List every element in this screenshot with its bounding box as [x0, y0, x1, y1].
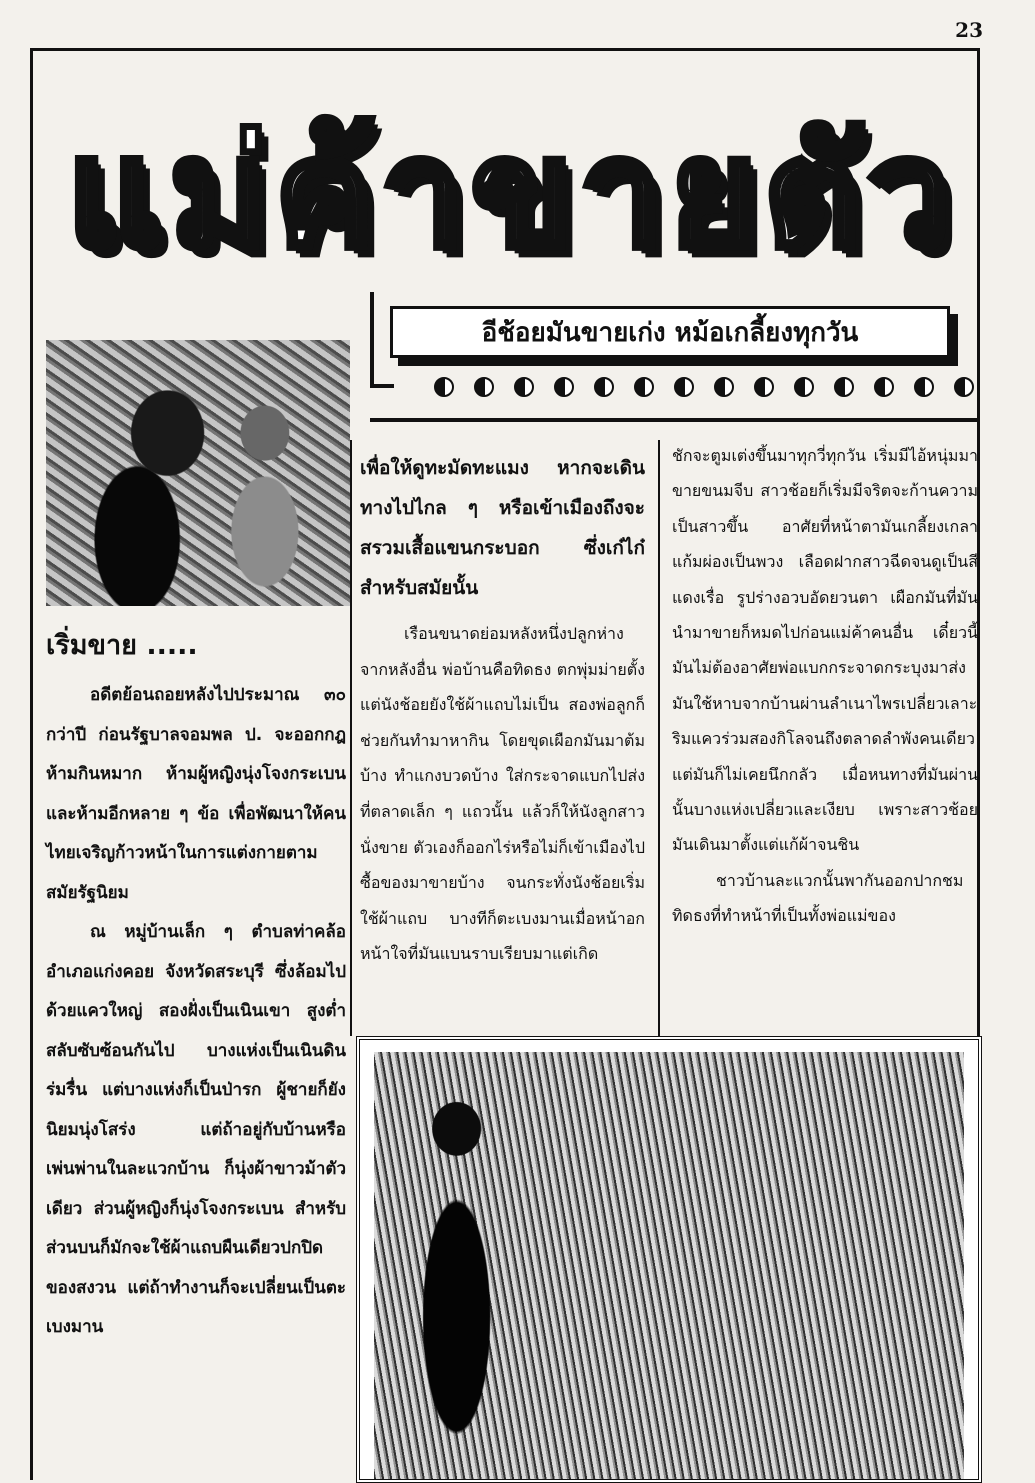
- dot-ornament: [914, 377, 934, 397]
- dot-ornament: [714, 377, 734, 397]
- dot-ornament: [834, 377, 854, 397]
- photo-two-people: [46, 340, 350, 606]
- section-rule: [370, 418, 978, 422]
- dot-ornament: [594, 377, 614, 397]
- paragraph: ณ หมู่บ้านเล็ก ๆ ตำบลท่าคล้อ อำเภอแก่งคอย จังหวัดสระบุรี ซึ่งล้อมไปด้วยแควใหญ่ สองฝั่งเป็นเนินเขา สูงต่ำสลับซับซ้อนกันไป บางแห่งเป็นเนินดินร่มรื่น แต่บางแห่งก็เป็นป่ารก ผู้ชายก็ยังนิยมนุ่งโสร่ง แต่ถ้าอยู่กับบ้านหรือเพ่นพ่านในละแวกบ้าน ก็นุ่งผ้าขาวม้าตัวเดียว ส่วนผู้หญิงก็นุ่งโจงกระเบน สำหรับส่วนบนก็มักจะใช้ผ้าแถบผืนเดียวปกปิดของสงวน แต่ถ้าทำงานก็จะเปลี่ยนเป็นตะเบงมาน: [46, 922, 346, 1337]
- article-column-1: [46, 624, 346, 1348]
- paragraph: ชักจะตูมเต่งขึ้นมาทุกวี่ทุกวัน เริ่มมีไอ้หนุ่มมาขายขนมจีบ สาวช้อยก็เริ่มมีจริตจะก้านความเป็นสาวขึ้น อาศัยที่หน้าตามันเกลี้ยงเกลา แก้มผ่องเป็นพวง เลือดฝากสาวฉีดจนดูเป็นสีแดงเรื่อ รูปร่างอวบอัดยวนตา เผือกมันที่มันนำมาขายก็หมดไปก่อนแม่ค้าคนอื่น เดี๋ยวนี้มันไม่ต้องอาศัยพ่อแบกกระจาดกระบุงมาส่ง มันใช้หาบจากบ้านผ่านลำเนาไพรเปลี่ยวเลาะริมแควร่วมสองกิโลจนถึงตลาดลำพังคนเดียว แต่มันก็ไม่เคยนึกกลัว เมื่อหนทางที่มันผ่านนั้นบางแห่งเปลี่ยวและเงียบ เพราะสาวช้อยมันเดินมาตั้งแต่แก้ผ้าจนชิน: [672, 446, 978, 855]
- dot-ornament: [954, 377, 974, 397]
- dot-ornament: [754, 377, 774, 397]
- column-rule: [658, 440, 660, 1036]
- paragraph: ชาวบ้านละแวกนั้นพากันออกปากชมทิดธงที่ทำหน้าที่เป็นทั้งพ่อแม่ของ: [672, 870, 964, 926]
- photo-man-in-grass: [356, 1036, 982, 1483]
- decorative-dots: [434, 374, 974, 400]
- dot-ornament: [874, 377, 894, 397]
- paragraph: อดีตย้อนถอยหลังไปประมาณ ๓๐ กว่าปี ก่อนรัฐบาลจอมพล ป. จะออกกฎห้ามกินหมาก ห้ามผู้หญิงนุ่งโจงกระเบน และห้ามอีกหลาย ๆ ข้อ เพื่อพัฒนาให้คนไทยเจริญก้าวหน้าในการแต่งกายตามสมัยรัฐนิยม: [46, 685, 346, 903]
- photo-image: [374, 1052, 964, 1479]
- dot-ornament: [474, 377, 494, 397]
- column-rule: [350, 440, 352, 1036]
- dot-ornament: [514, 377, 534, 397]
- dot-ornament: [634, 377, 654, 397]
- dot-ornament: [434, 377, 454, 397]
- article-column-3: [672, 438, 978, 934]
- paragraph: เรือนขนาดย่อมหลังหนึ่งปลูกห่างจากหลังอื่น พ่อบ้านคือทิดธง ตกพุ่มม่ายตั้งแต่นังช้อยยังใช้ผ้าแถบไม่เป็น สองพ่อลูกก็ช่วยกันทำมาหากิน โดยขุดเผือกมันมาต้มบ้าง ทำแกงบวดบ้าง ใส่กระจาดแบกไปส่งที่ตลาดเล็ก ๆ แถวนั้น แล้วก็ให้นังลูกสาวนั่งขาย ตัวเองก็ออกไร่หรือไม่ก็เข้าเมืองไปซื้อของมาขายบ้าง จนกระทั่งนังช้อยเริ่มใช้ผ้าแถบ บางทีก็ตะเบงมานเมื่อหน้าอกหน้าใจที่มันแบนราบเรียบมาแต่เกิด: [360, 624, 645, 964]
- dot-ornament: [794, 377, 814, 397]
- dot-ornament: [674, 377, 694, 397]
- lede-paragraph: เพื่อให้ดูทะมัดทะแมง หากจะเดินทางไปไกล ๆ หรือเข้าเมืองถึงจะสรวมเสื้อแขนกระบอก ซึ่งเก๋ไก๋สำหรับสมัยนั้น: [360, 457, 645, 599]
- headline: แม่ค้าขายตัว: [66, 107, 958, 281]
- subtitle: อีช้อยมันขายเก่ง หม้อเกลี้ยงทุกวัน: [390, 306, 950, 358]
- subtitle-block: [370, 292, 978, 422]
- page-number: 23: [955, 18, 983, 42]
- section-heading: เริ่มขาย .....: [46, 630, 198, 661]
- dot-ornament: [554, 377, 574, 397]
- article-column-2: [360, 448, 645, 972]
